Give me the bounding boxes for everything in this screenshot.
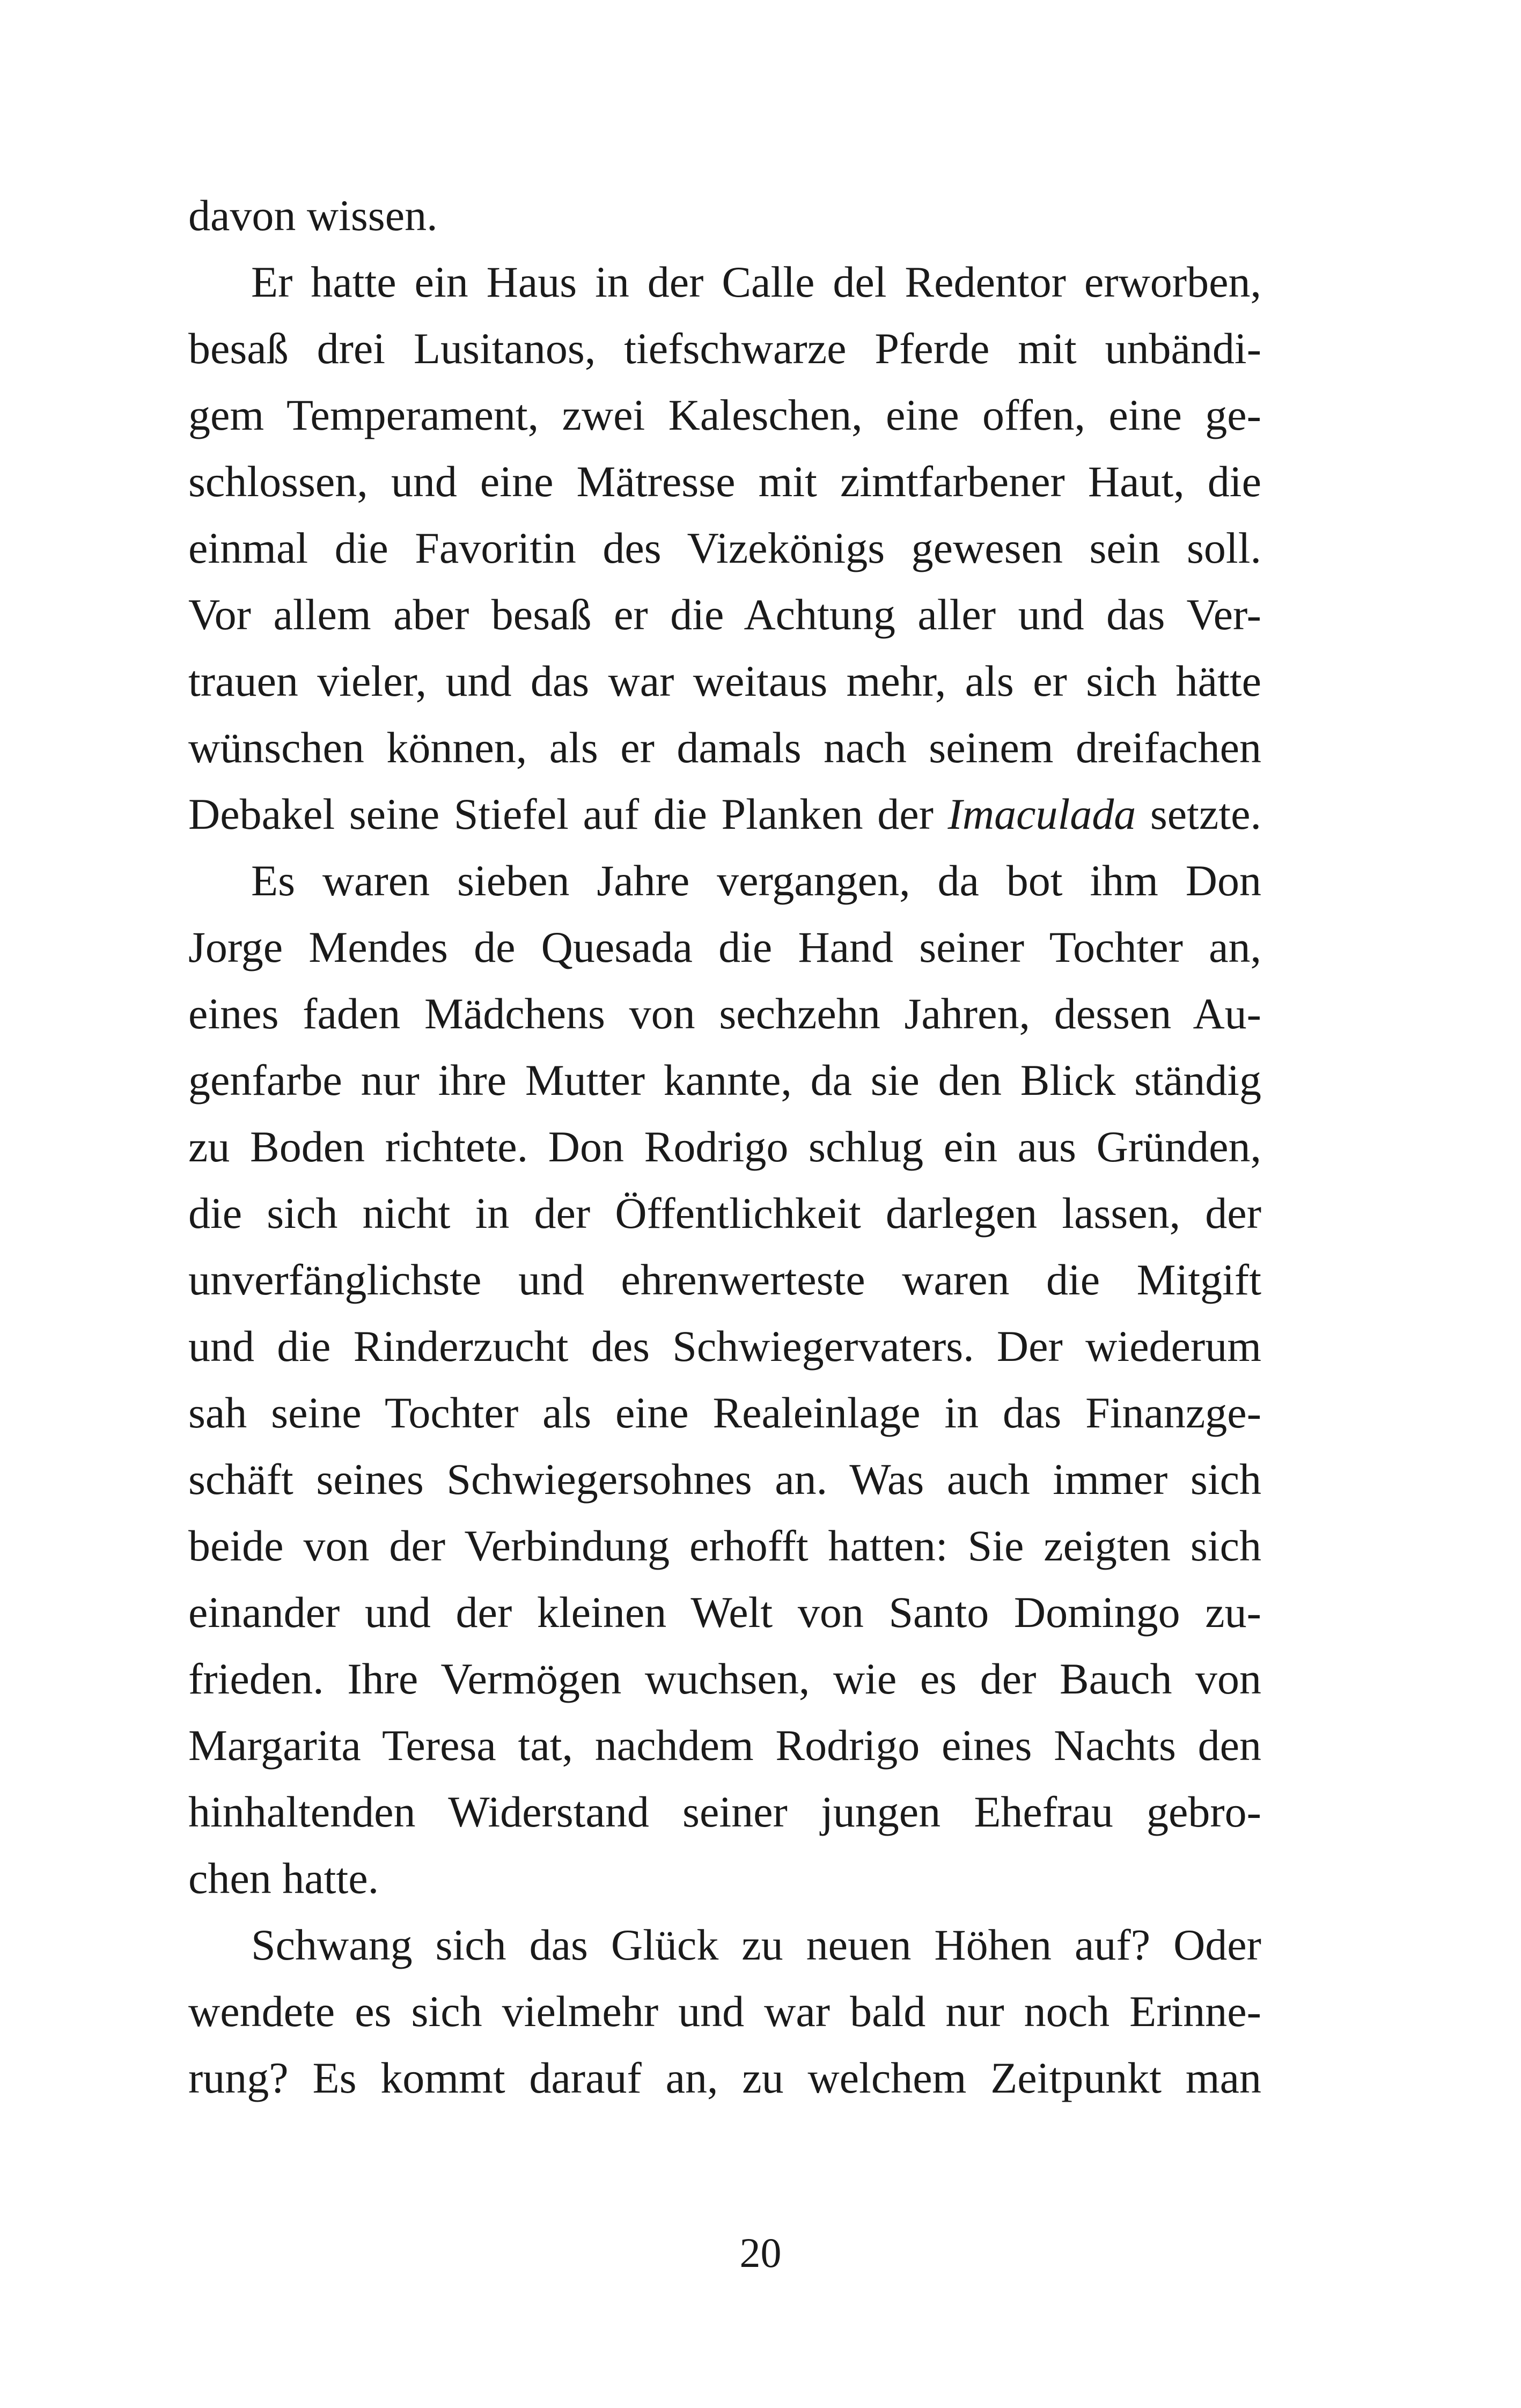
text-line: genfarbe nur ihre Mutter kannte, da sie den Blick ständig	[188, 1056, 1261, 1104]
text-line: rung? Es kommt darauf an, zu welchem Zeitpunkt man	[188, 2053, 1261, 2102]
text-line: besaß drei Lusitanos, tiefschwarze Pferde mit unbändi-	[188, 324, 1261, 373]
text-line: schäft seines Schwiegersohnes an. Was auch immer sich	[188, 1455, 1261, 1504]
italic-ship-name: Imaculada	[947, 790, 1136, 838]
text-line: wünschen können, als er damals nach seinem dreifachen	[188, 723, 1261, 772]
text-line: Vor allem aber besaß er die Achtung aller und das Ver-	[188, 590, 1261, 639]
text-line: und die Rinderzucht des Schwiegervaters. Der wiederum	[188, 1322, 1261, 1371]
text-line: Er hatte ein Haus in der Calle del Redentor erworben,	[251, 257, 1261, 306]
text-line: beide von der Verbindung erhofft hatten: Sie zeigten sich	[188, 1521, 1261, 1570]
text-line: eines faden Mädchens von sechzehn Jahren, dessen Au-	[188, 989, 1261, 1038]
text-line: schlossen, und eine Mätresse mit zimtfarbener Haut, die	[188, 457, 1261, 506]
text-line: sah seine Tochter als eine Realeinlage in das Finanzge-	[188, 1388, 1261, 1437]
text-line: Jorge Mendes de Quesada die Hand seiner Tochter an,	[188, 923, 1261, 971]
text-line: Schwang sich das Glück zu neuen Höhen auf? Oder	[251, 1920, 1261, 1969]
text-line: einander und der kleinen Welt von Santo Domingo zu-	[188, 1588, 1261, 1637]
text-line: einmal die Favoritin des Vizekönigs gewesen sein soll.	[188, 524, 1261, 572]
text-line: die sich nicht in der Öffentlichkeit darlegen lassen, der	[188, 1189, 1261, 1238]
text-line	[188, 781, 1261, 848]
text-line: hinhaltenden Widerstand seiner jungen Ehefrau gebro-	[188, 1787, 1261, 1836]
text-run: setzte.	[1136, 790, 1261, 838]
text-line: Es waren sieben Jahre vergangen, da bot ihm Don	[251, 856, 1261, 905]
text-line: gem Temperament, zwei Kaleschen, eine offen, eine ge-	[188, 391, 1261, 439]
text-line: Margarita Teresa tat, nachdem Rodrigo eines Nachts den	[188, 1721, 1261, 1770]
text-line: zu Boden richtete. Don Rodrigo schlug ein aus Gründen,	[188, 1122, 1261, 1171]
text-line: trauen vieler, und das war weitaus mehr, als er sich hätte	[188, 657, 1261, 705]
text-line: davon wissen.	[188, 191, 438, 240]
text-run: Debakel seine Stiefel auf die Planken der	[188, 790, 948, 838]
text-line: wendete es sich vielmehr und war bald nur noch Erinne-	[188, 1987, 1261, 2036]
text-line: chen hatte.	[188, 1854, 379, 1903]
text-line: frieden. Ihre Vermögen wuchsen, wie es der Bauch von	[188, 1654, 1261, 1703]
text-line: unverfänglichste und ehrenwerteste waren die Mitgift	[188, 1255, 1261, 1304]
page-number: 20	[739, 2229, 782, 2276]
